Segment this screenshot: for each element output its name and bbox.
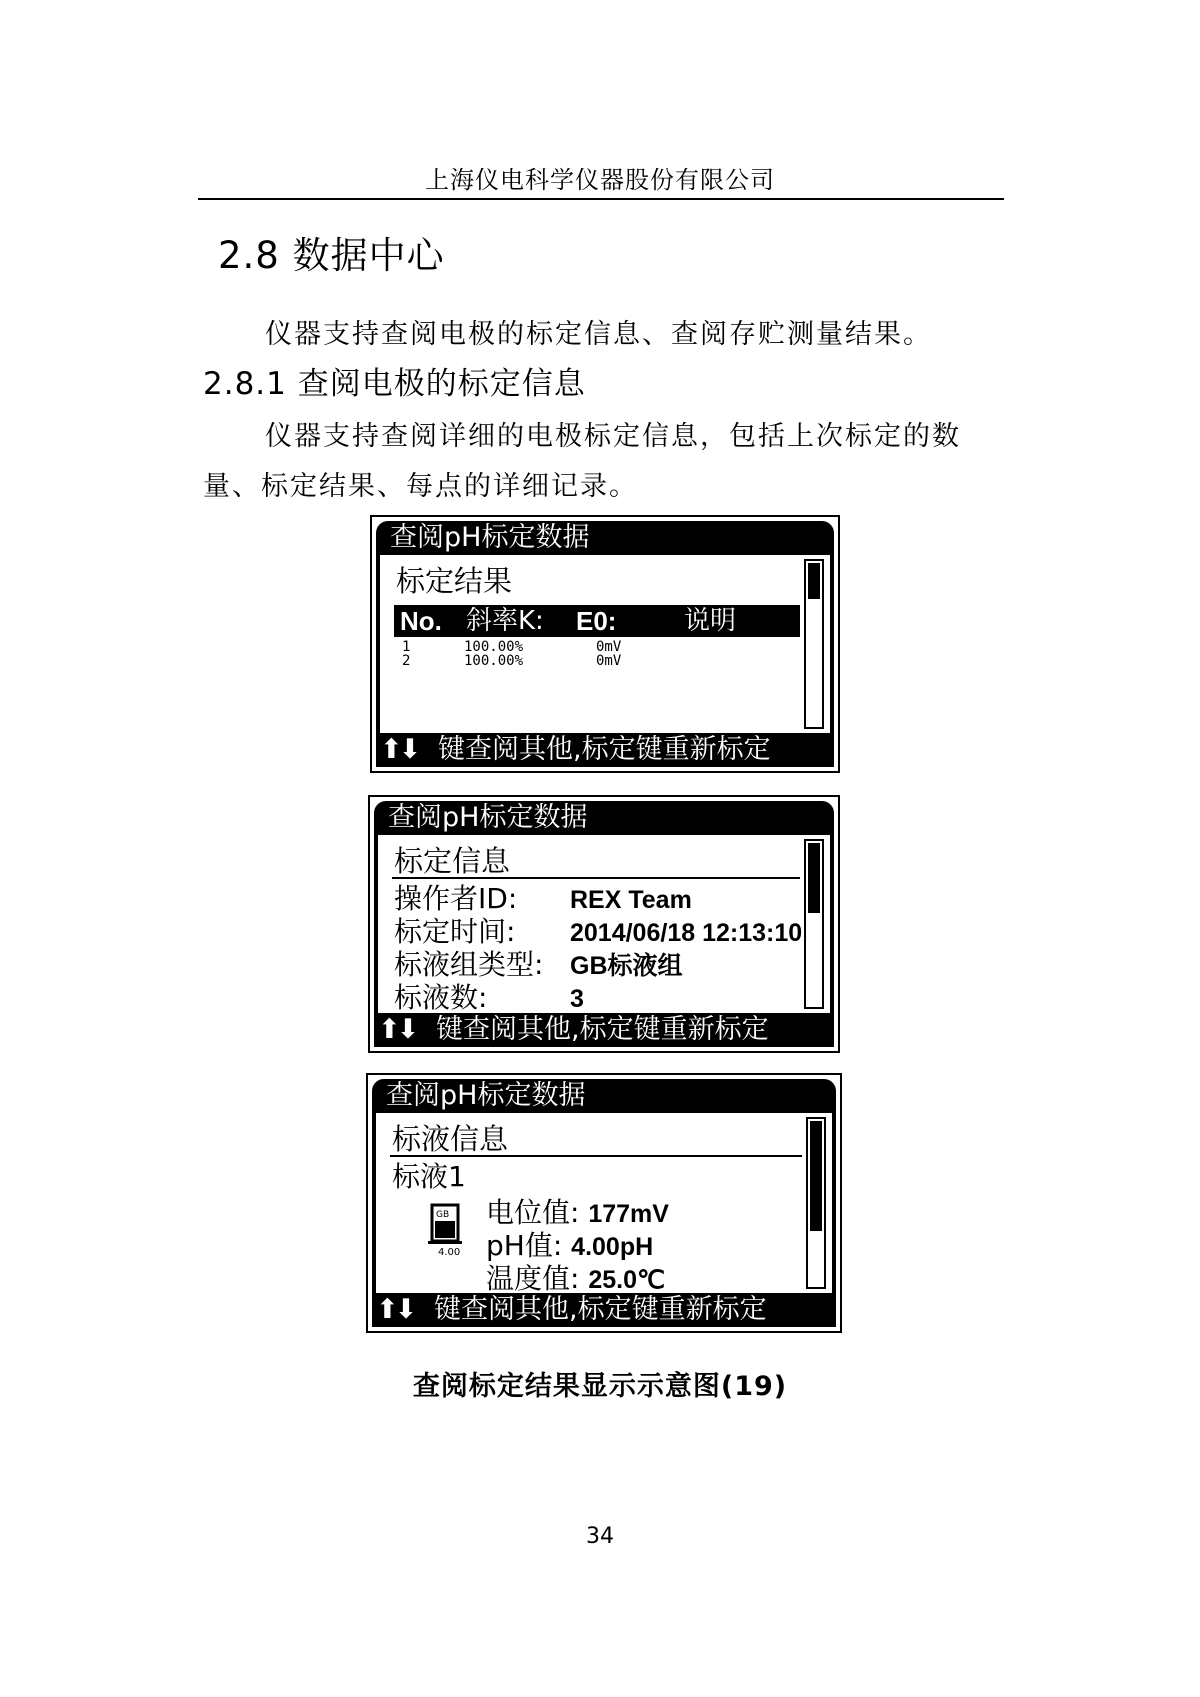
screen-frame xyxy=(374,801,834,1047)
info-value: 25.0℃ xyxy=(588,1266,666,1294)
scrollbar-thumb[interactable] xyxy=(810,1121,822,1231)
row-e0: 0mV xyxy=(596,639,622,655)
row-e0: 0mV xyxy=(596,653,622,669)
col-slope: 斜率K: xyxy=(466,606,544,636)
beaker-icon xyxy=(424,1201,472,1261)
up-down-arrows-icon: ⬆⬇ xyxy=(380,734,418,765)
info-label: 标定时间: xyxy=(394,915,516,948)
footer-hint: 键查阅其他,标定键重新标定 xyxy=(436,1014,769,1045)
info-value: 177mV xyxy=(588,1200,669,1228)
screen-frame xyxy=(376,521,834,767)
info-label: 电位值: xyxy=(486,1196,580,1229)
screen-section-title: 标定信息 xyxy=(394,844,511,878)
info-row xyxy=(486,1230,653,1263)
col-note: 说明 xyxy=(684,606,737,636)
screen-title: 查阅pH标定数据 xyxy=(386,1080,586,1111)
screen-buffer-info xyxy=(366,1073,842,1333)
screen-calibration-result xyxy=(370,515,840,773)
screen-section-title: 标定结果 xyxy=(396,564,513,598)
screen-calibration-info xyxy=(368,795,840,1053)
scrollbar-thumb[interactable] xyxy=(808,563,820,599)
info-row xyxy=(394,883,692,916)
scrollbar[interactable] xyxy=(806,1117,826,1289)
info-label: 标液组类型: xyxy=(394,948,544,981)
info-value: REX Team xyxy=(570,886,692,914)
screen-body xyxy=(380,555,830,733)
scrollbar[interactable] xyxy=(804,559,824,729)
screen-footer xyxy=(372,1293,836,1327)
figure-caption: 查阅标定结果显示示意图(19) xyxy=(412,1371,788,1402)
info-value: 4.00pH xyxy=(571,1233,654,1261)
col-e0: E0: xyxy=(576,606,617,636)
info-row xyxy=(486,1197,669,1230)
info-row xyxy=(486,1263,665,1296)
table-header xyxy=(394,605,800,637)
scrollbar-thumb[interactable] xyxy=(808,843,820,913)
screen-title: 查阅pH标定数据 xyxy=(388,802,588,833)
screen-footer xyxy=(376,733,834,767)
info-row xyxy=(394,916,802,949)
info-value: 3 xyxy=(570,985,584,1013)
info-label: 操作者ID: xyxy=(394,882,518,915)
info-row xyxy=(394,949,683,982)
section-heading: 2.8 数据中心 xyxy=(218,234,445,277)
up-down-arrows-icon: ⬆⬇ xyxy=(376,1294,414,1325)
subsection-para-line2: 量、标定结果、每点的详细记录。 xyxy=(203,471,638,502)
screen-section-title: 标液信息 xyxy=(392,1122,509,1156)
row-slope: 100.00% xyxy=(464,639,524,655)
table-row xyxy=(394,653,800,669)
page-number: 34 xyxy=(586,1524,614,1549)
info-value: GB标液组 xyxy=(570,952,683,980)
buffer-label: 标液1 xyxy=(392,1160,466,1193)
footer-hint: 键查阅其他,标定键重新标定 xyxy=(434,1294,767,1325)
screen-body xyxy=(378,835,830,1013)
section-rule xyxy=(390,1155,802,1157)
beaker-top-label: GB xyxy=(436,1210,450,1220)
running-header: 上海仪电科学仪器股份有限公司 xyxy=(425,166,775,194)
info-row xyxy=(394,982,584,1015)
screen-title: 查阅pH标定数据 xyxy=(390,522,590,553)
beaker-bottom-label: 4.00 xyxy=(438,1247,461,1258)
row-slope: 100.00% xyxy=(464,653,524,669)
info-label: 标液数: xyxy=(394,981,488,1014)
section-rule xyxy=(392,877,800,879)
up-down-arrows-icon: ⬆⬇ xyxy=(378,1014,416,1045)
scrollbar[interactable] xyxy=(804,839,824,1009)
info-value: 2014/06/18 12:13:10 xyxy=(570,919,803,947)
col-no: No. xyxy=(400,606,442,636)
row-no: 2 xyxy=(402,653,411,669)
screen-body xyxy=(376,1113,832,1293)
info-label: 温度值: xyxy=(486,1262,580,1295)
header-rule xyxy=(198,198,1004,200)
info-label: pH值: xyxy=(486,1229,563,1262)
subsection-para-line1: 仪器支持查阅详细的电极标定信息，包括上次标定的数 xyxy=(265,421,961,452)
screen-frame xyxy=(372,1079,836,1327)
section-intro: 仪器支持查阅电极的标定信息、查阅存贮测量结果。 xyxy=(265,319,932,350)
subsection-heading: 2.8.1 查阅电极的标定信息 xyxy=(203,366,586,402)
screen-footer xyxy=(374,1013,834,1047)
footer-hint: 键查阅其他,标定键重新标定 xyxy=(438,734,771,765)
row-no: 1 xyxy=(402,639,411,655)
